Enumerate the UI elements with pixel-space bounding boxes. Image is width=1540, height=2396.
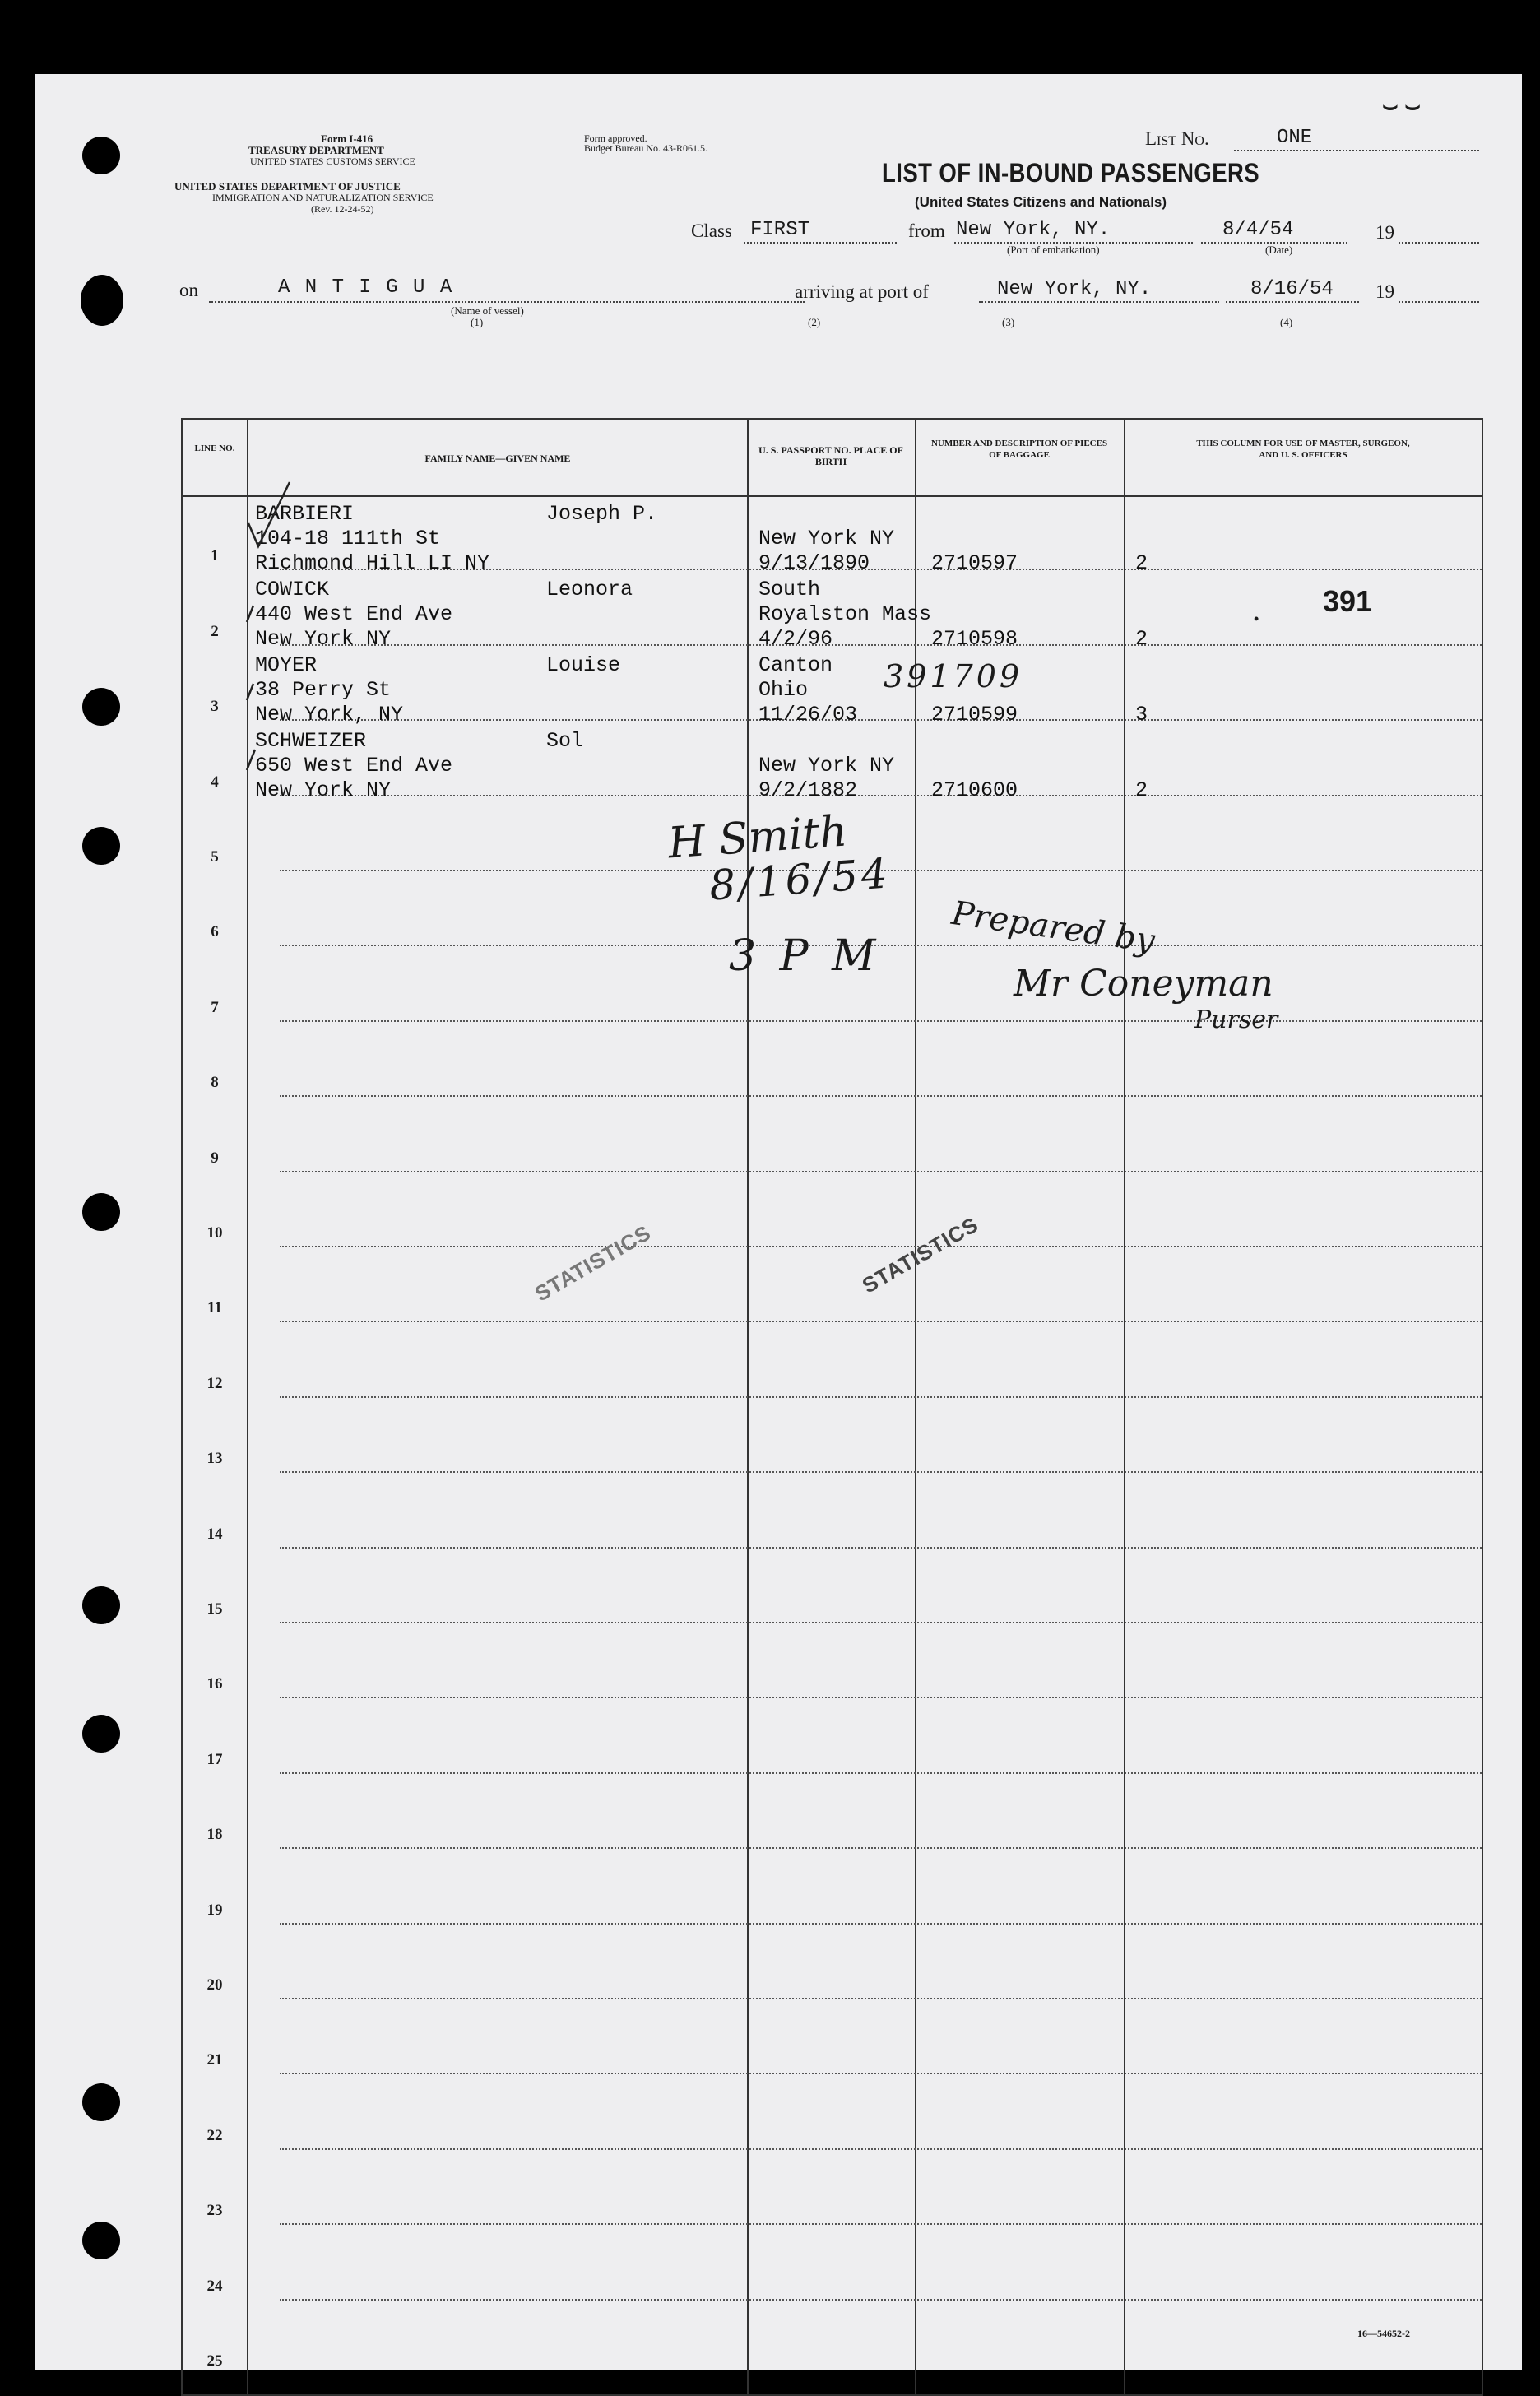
- justice-dept: UNITED STATES DEPARTMENT OF JUSTICE: [174, 180, 401, 193]
- col-header-baggage: NUMBER AND DESCRIPTION OF PIECES OF BAGGAGE: [930, 439, 1108, 460]
- line-number: 13: [206, 1450, 223, 1468]
- purser-title: Purser: [1194, 1005, 1278, 1034]
- passenger-address: New York NY: [255, 627, 392, 651]
- depart-date: 8/4/54: [1222, 219, 1294, 241]
- line-number: 17: [206, 1750, 223, 1768]
- birth-place: South: [758, 578, 821, 601]
- embark-caption: (Port of embarkation): [1007, 244, 1100, 256]
- signature-time: 3 P M: [729, 931, 881, 981]
- passenger-address: Richmond Hill LI NY: [255, 551, 490, 575]
- passenger-surname: COWICK: [255, 578, 330, 601]
- column-divider: [915, 420, 916, 2394]
- baggage-pieces: 2: [1135, 627, 1148, 651]
- baggage-number: 2710599: [931, 703, 1018, 727]
- hand-number: 391709: [884, 658, 1023, 694]
- class-value: FIRST: [750, 219, 810, 241]
- customs-service: UNITED STATES CUSTOMS SERVICE: [250, 156, 415, 167]
- page-title: LIST OF IN-BOUND PASSENGERS: [882, 158, 1260, 188]
- row-rule: [280, 1998, 1482, 1999]
- row-rule: [280, 1697, 1482, 1698]
- row-rule: [280, 1396, 1482, 1398]
- passenger-address: 104-18 111th St: [255, 527, 441, 550]
- year-prefix-2: 19: [1375, 281, 1394, 302]
- line-number: 1: [211, 547, 219, 565]
- page-subtitle: (United States Citizens and Nationals): [915, 194, 1167, 210]
- footer-code: 16—54652-2: [1357, 2328, 1410, 2339]
- line-number: 21: [206, 2051, 223, 2069]
- from-value: New York, NY.: [956, 219, 1111, 241]
- passenger-surname: MOYER: [255, 653, 318, 677]
- row-rule: [280, 1547, 1482, 1549]
- col-header-line: LINE NO.: [194, 443, 235, 453]
- line-number: 19: [206, 1901, 223, 1919]
- line-number: 9: [211, 1149, 219, 1167]
- row-rule: [280, 1095, 1482, 1097]
- col-header-officers: THIS COLUMN FOR USE OF MASTER, SURGEON, AND U. S. OFFICERS: [1196, 439, 1410, 460]
- birth-place: Ohio: [758, 678, 809, 702]
- col-header-name: FAMILY NAME—GIVEN NAME: [424, 453, 571, 464]
- punch-hole: [82, 2222, 120, 2259]
- column-divider: [1124, 420, 1125, 2394]
- row-rule: [280, 2148, 1482, 2150]
- arrival-date: 8/16/54: [1250, 278, 1334, 300]
- year-line: [1399, 242, 1479, 244]
- corner-mark: ⌣ ⌣: [1382, 92, 1421, 119]
- column-divider: [747, 420, 749, 2394]
- line-number: 24: [206, 2277, 223, 2295]
- passenger-address: 650 West End Ave: [255, 754, 453, 778]
- ins-service: IMMIGRATION AND NATURALIZATION SERVICE: [212, 192, 434, 203]
- birth-place: Royalston Mass: [758, 602, 932, 626]
- passenger-address: New York, NY: [255, 703, 404, 727]
- officer-dot: •: [1254, 611, 1259, 627]
- row-rule: [280, 2073, 1482, 2074]
- port-num: (3): [1002, 316, 1015, 328]
- row-rule: [280, 2223, 1482, 2225]
- row-rule: [280, 1020, 1482, 1022]
- line-number: 2: [211, 622, 219, 640]
- birth-date: 9/13/1890: [758, 551, 870, 575]
- birth-date: 4/2/96: [758, 627, 833, 651]
- punch-hole: [82, 1715, 120, 1753]
- line-number: 20: [206, 1976, 223, 1994]
- vessel-line: [209, 301, 805, 303]
- passenger-given: Louise: [546, 653, 621, 677]
- header-rule: [183, 495, 1482, 497]
- arrival-date-line: [1226, 301, 1359, 303]
- line-number: 5: [211, 848, 219, 866]
- baggage-number: 2710600: [931, 778, 1018, 802]
- arrival-port: New York, NY.: [997, 278, 1152, 300]
- list-no-line: [1234, 150, 1479, 151]
- arriving-num: (2): [808, 316, 821, 328]
- passenger-address: 440 West End Ave: [255, 602, 453, 626]
- row-rule: [280, 1772, 1482, 1774]
- punch-hole: [82, 1586, 120, 1624]
- arriving-label: arriving at port of: [795, 281, 929, 302]
- form-number: Form I-416: [321, 132, 373, 145]
- list-no-value: ONE: [1277, 127, 1313, 149]
- line-number: 15: [206, 1600, 223, 1618]
- row-rule: [280, 2299, 1482, 2301]
- signature-date: 8/16/54: [707, 849, 893, 910]
- passenger-surname: SCHWEIZER: [255, 729, 367, 753]
- year-prefix: 19: [1375, 222, 1394, 243]
- year-line-2: [1399, 301, 1479, 303]
- line-number: 8: [211, 1074, 219, 1092]
- baggage-pieces: 2: [1135, 778, 1148, 802]
- passenger-address: 38 Perry St: [255, 678, 392, 702]
- row-rule: [280, 1171, 1482, 1172]
- punch-hole: [81, 275, 123, 326]
- document-sheet: [35, 74, 1522, 2370]
- check-marks: [240, 466, 298, 778]
- date-caption: (Date): [1265, 244, 1293, 256]
- baggage-pieces: 2: [1135, 551, 1148, 575]
- arrival-port-line: [979, 301, 1219, 303]
- punch-hole: [82, 2083, 120, 2121]
- signature: H Smith: [666, 806, 849, 869]
- row-rule: [280, 1847, 1482, 1849]
- prepared-by: Prepared by: [949, 894, 1157, 961]
- class-line: [744, 242, 897, 244]
- baggage-number: 2710597: [931, 551, 1018, 575]
- line-number: 7: [211, 998, 219, 1016]
- on-label: on: [179, 280, 198, 300]
- line-number: 22: [206, 2126, 223, 2144]
- baggage-number: 2710598: [931, 627, 1018, 651]
- from-label: from: [908, 221, 945, 241]
- row-rule: [280, 644, 1482, 646]
- date-num: (4): [1280, 316, 1293, 328]
- line-number: 11: [207, 1299, 222, 1317]
- row-rule: [280, 945, 1482, 946]
- row-rule: [280, 719, 1482, 721]
- line-number: 6: [211, 923, 219, 941]
- punch-hole: [82, 688, 120, 726]
- line-number: 12: [206, 1374, 223, 1392]
- vessel-num: (1): [471, 316, 484, 328]
- officer-stamp: 391: [1323, 584, 1373, 618]
- passenger-given: Joseph P.: [546, 502, 658, 526]
- birth-place: New York NY: [758, 754, 895, 778]
- statistics-stamp: STATISTICS: [857, 1211, 983, 1298]
- class-label: Class: [691, 221, 732, 241]
- line-number: 4: [211, 773, 219, 791]
- list-no-label: List No.: [1145, 128, 1209, 149]
- baggage-pieces: 3: [1135, 703, 1148, 727]
- revision: (Rev. 12-24-52): [311, 203, 374, 215]
- line-number: 18: [206, 1826, 223, 1844]
- row-rule: [280, 1923, 1482, 1925]
- line-number: 25: [206, 2352, 223, 2370]
- line-number: 23: [206, 2202, 223, 2220]
- row-rule: [280, 795, 1482, 796]
- punch-hole: [82, 1193, 120, 1231]
- budget-bureau: Budget Bureau No. 43-R061.5.: [584, 142, 707, 154]
- passenger-given: Sol: [546, 729, 584, 753]
- col-header-passport: U. S. PASSPORT NO. PLACE OF BIRTH: [758, 444, 903, 467]
- vessel-caption: (Name of vessel): [451, 304, 524, 317]
- vessel-name: A N T I G U A: [278, 276, 454, 299]
- line-number: 3: [211, 698, 219, 716]
- line-number: 14: [206, 1525, 223, 1543]
- purser-signature: Mr Coneyman: [1014, 963, 1273, 1005]
- row-rule: [280, 1246, 1482, 1247]
- passenger-surname: BARBIERI: [255, 502, 355, 526]
- birth-place: Canton: [758, 653, 833, 677]
- form-approved: Form approved.: [584, 132, 647, 144]
- line-number: 10: [206, 1224, 223, 1242]
- line-number: 16: [206, 1675, 223, 1693]
- birth-place: New York NY: [758, 527, 895, 550]
- passenger-table: [181, 418, 1483, 2396]
- row-rule: [280, 1321, 1482, 1322]
- row-rule: [280, 1471, 1482, 1473]
- punch-hole: [82, 137, 120, 174]
- treasury-dept: TREASURY DEPARTMENT: [248, 144, 384, 156]
- passenger-given: Leonora: [546, 578, 633, 601]
- row-rule: [280, 1622, 1482, 1623]
- statistics-stamp: STATISTICS: [530, 1219, 656, 1307]
- passenger-address: New York NY: [255, 778, 392, 802]
- birth-date: 11/26/03: [758, 703, 858, 727]
- punch-hole: [82, 827, 120, 865]
- birth-date: 9/2/1882: [758, 778, 858, 802]
